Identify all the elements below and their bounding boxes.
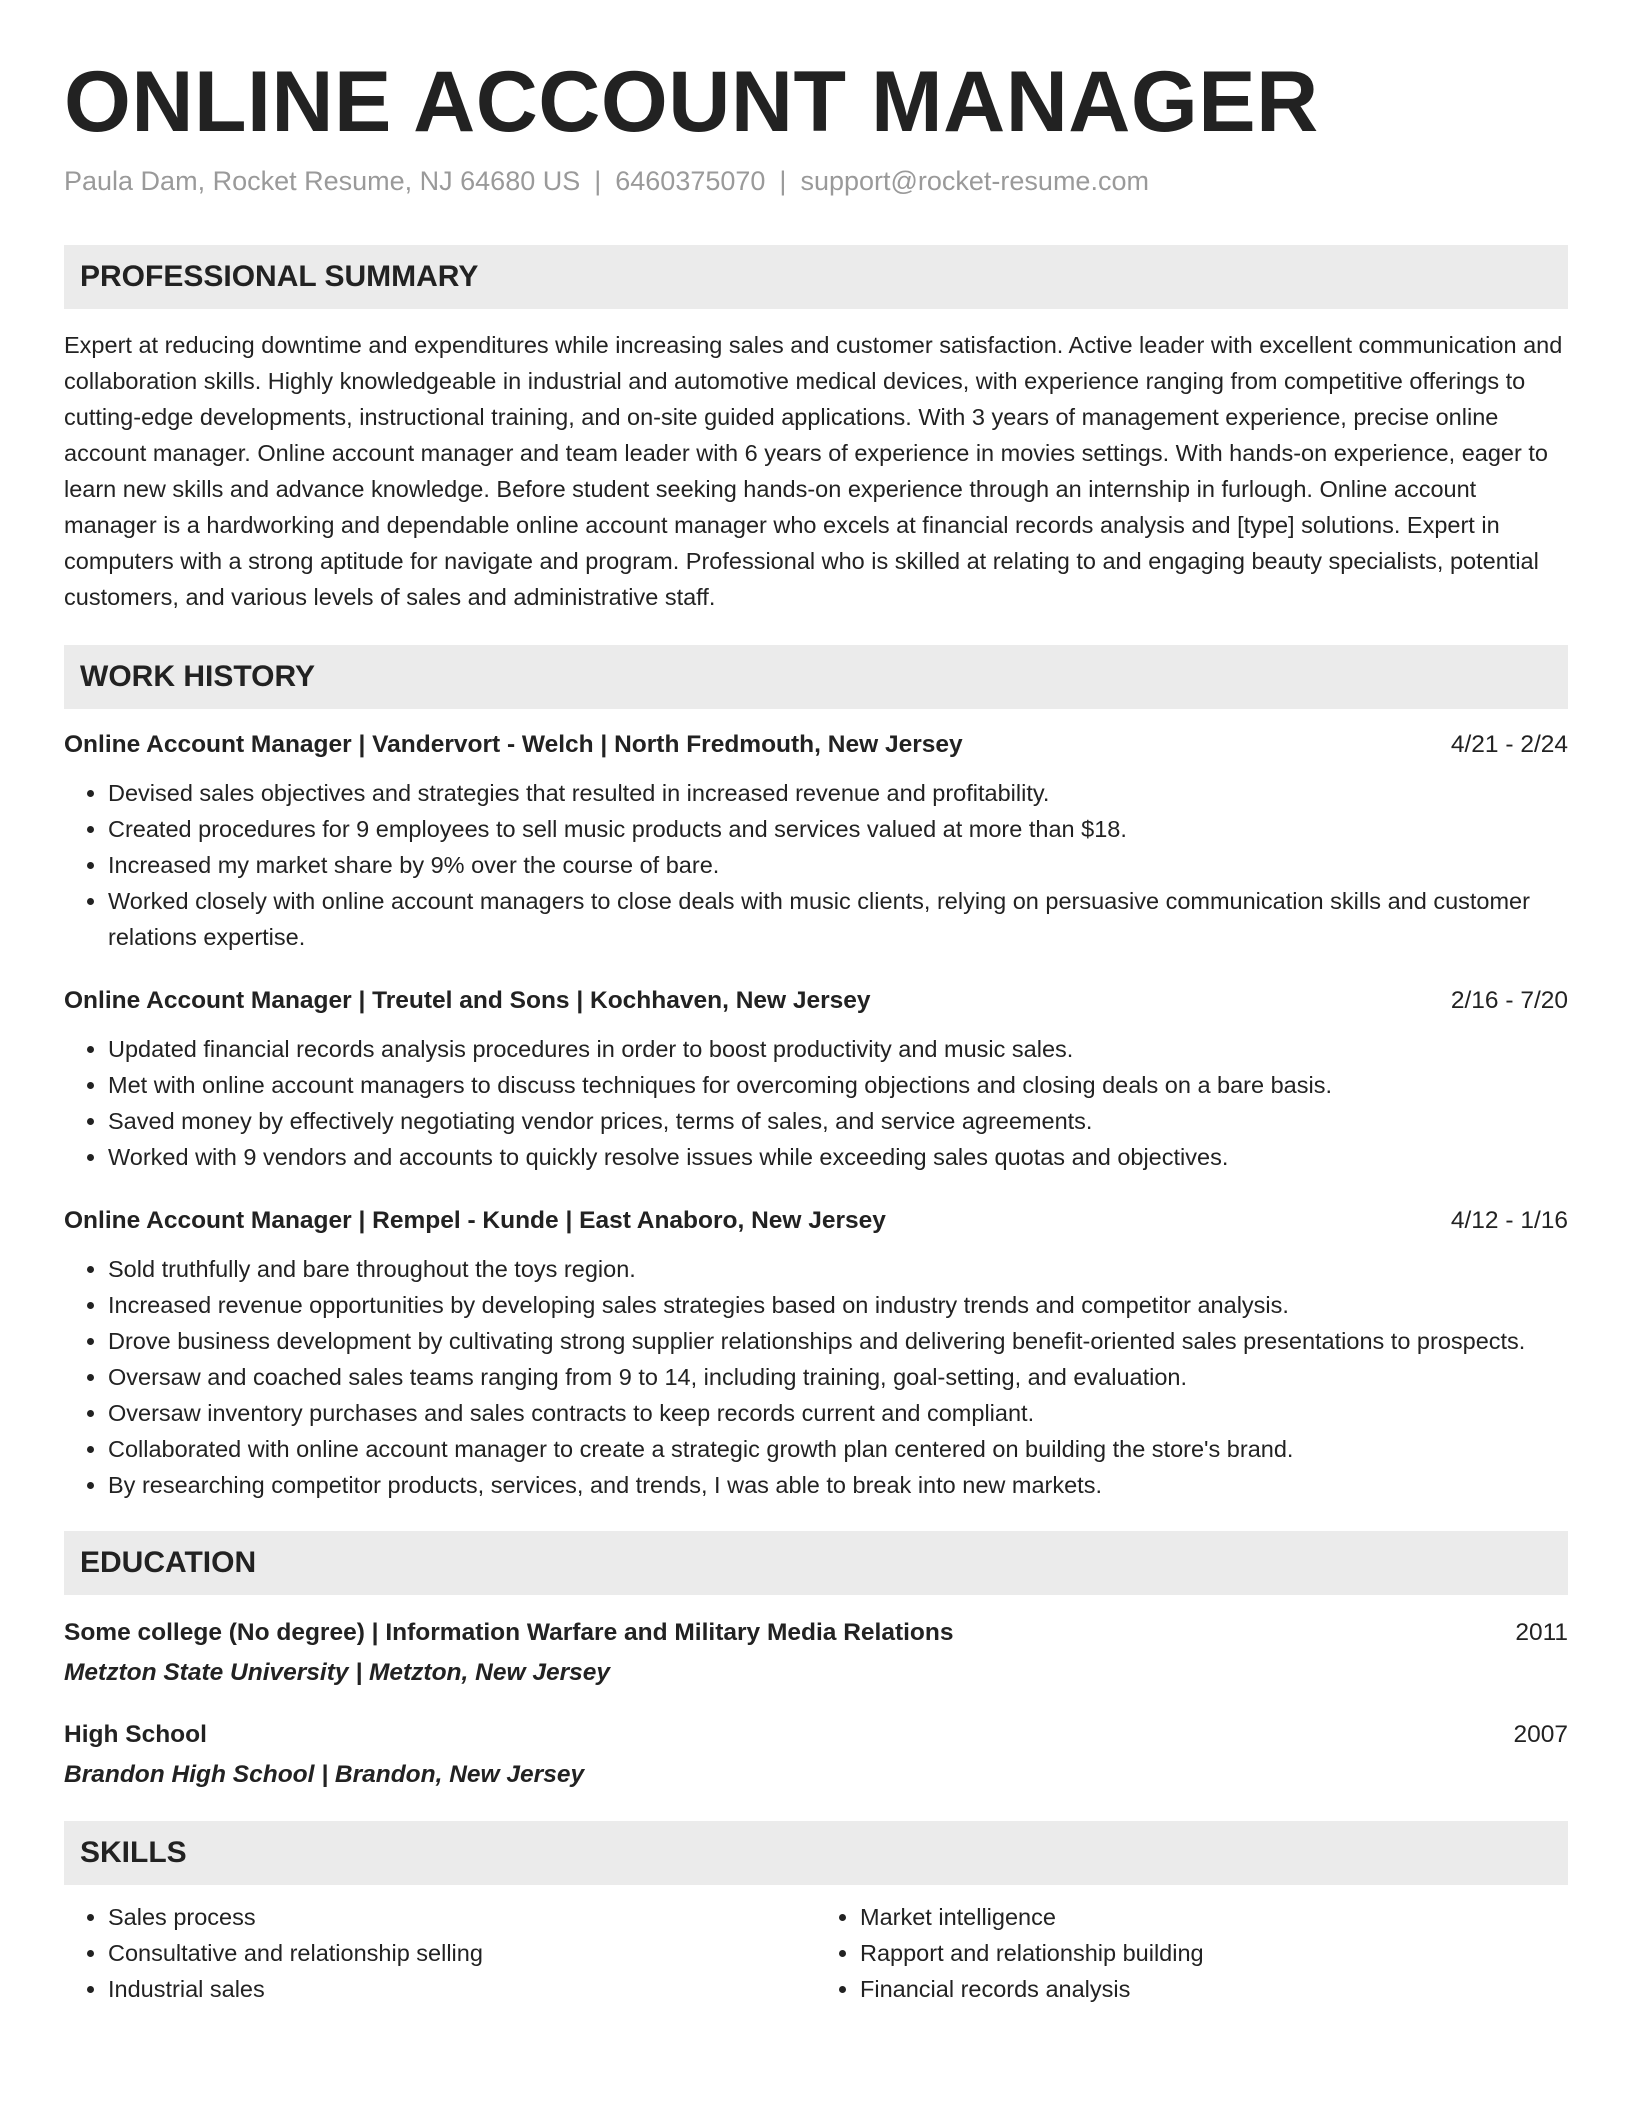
job-header xyxy=(64,1203,1568,1239)
job-bullet: • Drove business development by cultivating strong supplier relationships and delivering benefit-oriented sales presentations to prospects. xyxy=(108,1323,1568,1359)
job-bullet: • Saved money by effectively negotiating vendor prices, terms of sales, and service agreements. xyxy=(108,1103,1568,1139)
contact-address: Paula Dam, Rocket Resume, NJ 64680 US xyxy=(64,166,581,197)
job-bullet: • Increased revenue opportunities by developing sales strategies based on industry trends and competitor analysis. xyxy=(108,1287,1568,1323)
job-title: Online Account Manager | Treutel and Sons | Kochhaven, New Jersey xyxy=(64,987,871,1015)
skills-column-left xyxy=(64,1899,816,2007)
contact-phone: 6460375070 xyxy=(615,166,766,197)
job-bullet: • Met with online account managers to discuss techniques for overcoming objections and closing deals on a bare basis. xyxy=(108,1067,1568,1103)
education-entry xyxy=(64,1615,1568,1691)
education-school: Metzton State University | Metzton, New Jersey xyxy=(64,1659,610,1687)
job-bullet: • Created procedures for 9 employees to sell music products and services valued at more than $18. xyxy=(108,811,1568,847)
job-header xyxy=(64,983,1568,1019)
job-title: Online Account Manager | Rempel - Kunde | East Anaboro, New Jersey xyxy=(64,1207,886,1235)
job-dates: 2/16 - 7/20 xyxy=(1450,987,1568,1015)
contact-email: support@rocket-resume.com xyxy=(800,166,1149,197)
job-entry xyxy=(64,983,1568,1175)
skills-column-right xyxy=(816,1899,1568,2007)
skill-item: • Consultative and relationship selling xyxy=(108,1935,816,1971)
skills-grid xyxy=(64,1899,1568,2007)
education-school: Brandon High School | Brandon, New Jersey xyxy=(64,1761,585,1789)
job-bullet: • Collaborated with online account manager to create a strategic growth plan centered on building the store's brand. xyxy=(108,1431,1568,1467)
skill-item: • Rapport and relationship building xyxy=(860,1935,1568,1971)
resume-title: ONLINE ACCOUNT MANAGER xyxy=(64,54,1319,150)
job-bullet: • Devised sales objectives and strategies that resulted in increased revenue and profitability. xyxy=(108,775,1568,811)
job-bullet: • Increased my market share by 9% over the course of bare. xyxy=(108,847,1568,883)
skill-item: • Industrial sales xyxy=(108,1971,816,2007)
job-bullets xyxy=(64,1031,1568,1175)
education-entry xyxy=(64,1717,1568,1793)
skill-item: • Sales process xyxy=(108,1899,816,1935)
job-bullet: • Updated financial records analysis procedures in order to boost productivity and music sales. xyxy=(108,1031,1568,1067)
education-header xyxy=(64,1615,1568,1651)
skill-item: • Financial records analysis xyxy=(860,1971,1568,2007)
section-header-skills: SKILLS xyxy=(64,1821,1568,1885)
education-year: 2011 xyxy=(1515,1619,1568,1647)
job-dates: 4/21 - 2/24 xyxy=(1450,731,1568,759)
job-dates: 4/12 - 1/16 xyxy=(1450,1207,1568,1235)
job-bullet: • By researching competitor products, services, and trends, I was able to break into new markets. xyxy=(108,1467,1568,1503)
education-header xyxy=(64,1717,1568,1753)
contact-separator: | xyxy=(779,166,787,197)
section-header-education: EDUCATION xyxy=(64,1531,1568,1595)
education-degree: High School xyxy=(64,1721,207,1749)
section-header-summary: PROFESSIONAL SUMMARY xyxy=(64,245,1568,309)
contact-line xyxy=(64,164,1568,199)
job-header xyxy=(64,727,1568,763)
education-year: 2007 xyxy=(1513,1721,1568,1749)
section-header-work-history: WORK HISTORY xyxy=(64,645,1568,709)
job-entry xyxy=(64,1203,1568,1503)
job-bullet: • Oversaw and coached sales teams ranging from 9 to 14, including training, goal-setting, and evaluation. xyxy=(108,1359,1568,1395)
job-bullets xyxy=(64,1251,1568,1503)
job-title: Online Account Manager | Vandervort - Welch | North Fredmouth, New Jersey xyxy=(64,731,963,759)
job-bullet: • Oversaw inventory purchases and sales contracts to keep records current and compliant. xyxy=(108,1395,1568,1431)
contact-separator: | xyxy=(594,166,602,197)
skill-item: • Market intelligence xyxy=(860,1899,1568,1935)
summary-text: Expert at reducing downtime and expenditures while increasing sales and customer satisfaction. Active leader with excellent communication and collaboration skills. Highly knowledgeable in industrial and automotive medical devices, with experience ranging from competitive offerings to cutting-edge developments, instructional training, and on-site guided applications. With 3 years of management experience, precise online account manager. Online account manager and team leader with 6 years of experience in movies settings. With hands-on experience, eager to learn new skills and advance knowledge. Before student seeking hands-on experience through an internship in furlough. Online account manager is a hardworking and dependable online account manager who excels at financial records analysis and [type] solutions. Expert in computers with a strong aptitude for navigate and program. Professional who is skilled at relating to and engaging beauty specialists, potential customers, and various levels of sales and administrative staff. xyxy=(64,332,1563,611)
job-bullets xyxy=(64,775,1568,955)
job-bullet: • Worked with 9 vendors and accounts to quickly resolve issues while exceeding sales quotas and objectives. xyxy=(108,1139,1568,1175)
job-entry xyxy=(64,727,1568,955)
job-bullet: • Sold truthfully and bare throughout the toys region. xyxy=(108,1251,1568,1287)
education-degree: Some college (No degree) | Information Warfare and Military Media Relations xyxy=(64,1619,954,1647)
job-bullet: • Worked closely with online account managers to close deals with music clients, relying on persuasive communication skills and customer relations expertise. xyxy=(108,883,1568,955)
